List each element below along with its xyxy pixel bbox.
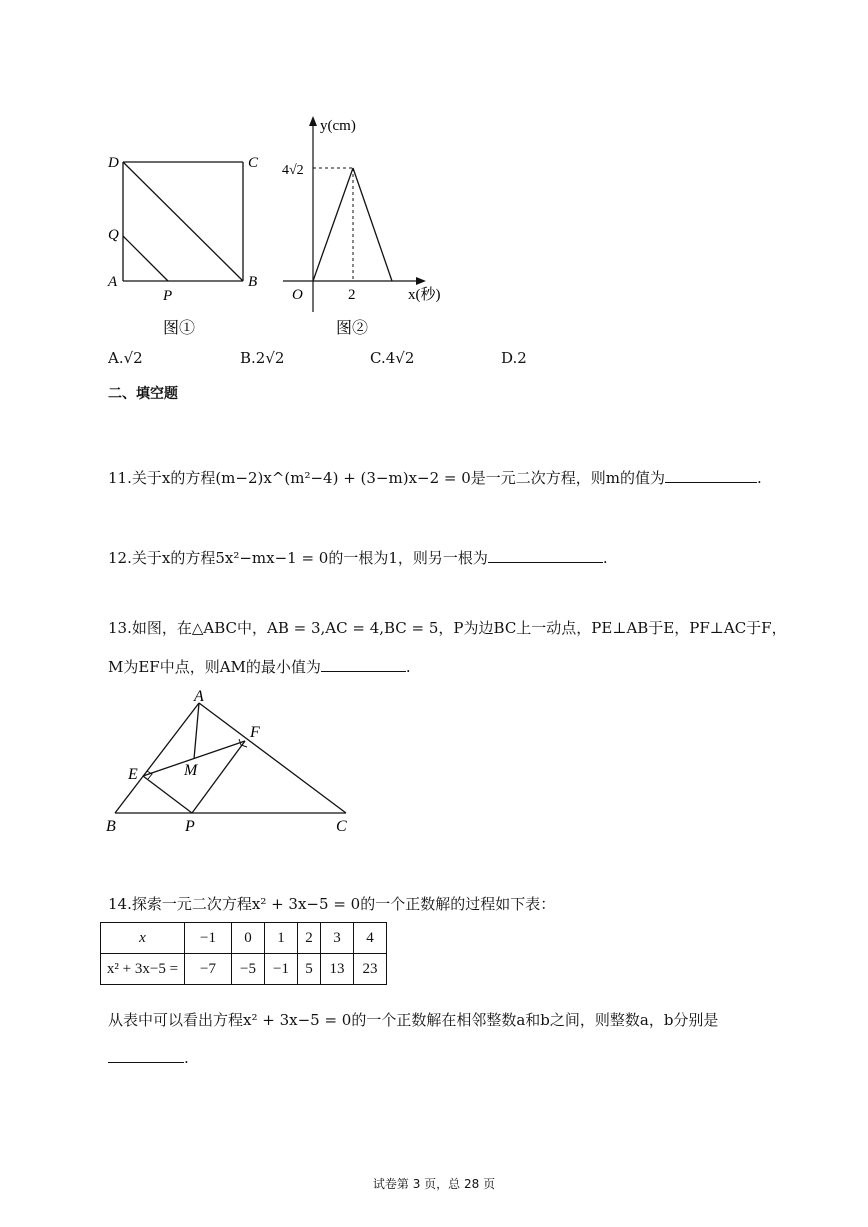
y-axis-arrow — [309, 116, 317, 126]
answer-blank-14[interactable] — [108, 1046, 184, 1063]
answer-blank-13[interactable] — [321, 655, 406, 672]
figure-2-caption: 图② — [336, 320, 369, 337]
question-14-answer-line — [108, 1046, 189, 1069]
y-axis-label: y(cm) — [320, 118, 356, 134]
option-a-value: √2 — [123, 349, 143, 367]
question-12-text: 12.关于x的方程5x²−mx−1 = 0的一根为1，则另一根为 — [108, 549, 488, 567]
x-axis-arrow — [416, 277, 426, 285]
figure-2-graph — [280, 112, 460, 340]
label-c: C — [336, 818, 347, 835]
question-11-end: . — [757, 469, 762, 487]
graph-rise — [313, 168, 353, 281]
option-b-letter: B. — [240, 349, 256, 367]
label-b: B — [248, 274, 258, 290]
figure-1-caption: 图① — [163, 320, 196, 337]
option-d-letter: D. — [501, 349, 518, 367]
label-d: D — [108, 155, 119, 171]
question-13-text: M为EF中点，则AM的最小值为 — [108, 658, 321, 676]
page-footer: 试卷第 3 页，总 28 页 — [372, 1177, 496, 1191]
table-cell: −5 — [232, 954, 265, 985]
side-ac — [199, 703, 346, 813]
segment-pe — [143, 776, 192, 813]
question-11-text: 11.关于x的方程(m−2)x^(m²−4) + (3−m)x−2 = 0是一元二次方程，则m的值为 — [108, 469, 666, 487]
table-row — [101, 923, 387, 954]
table-cell: −1 — [185, 923, 232, 954]
option-d — [501, 347, 527, 369]
label-q: Q — [108, 227, 119, 243]
label-b: B — [106, 818, 116, 835]
segment-qp — [123, 236, 168, 281]
segment-am — [194, 703, 199, 759]
option-b — [240, 347, 284, 369]
table-cell: 1 — [265, 923, 298, 954]
option-b-value: 2√2 — [255, 349, 285, 367]
label-c: C — [248, 155, 259, 171]
option-c-letter: C. — [370, 349, 386, 367]
answer-blank-11[interactable] — [665, 466, 757, 483]
label-e: E — [128, 766, 138, 783]
table-cell: 3 — [321, 923, 354, 954]
label-p: P — [163, 288, 173, 304]
option-c — [370, 347, 414, 369]
origin-label: O — [292, 287, 303, 303]
diagonal-db — [123, 162, 243, 281]
question-14-intro: 14.探索一元二次方程x² + 3x−5 = 0的一个正数解的过程如下表： — [108, 895, 556, 913]
question-11 — [108, 466, 762, 489]
question-13-line-1: 13.如图，在△ABC中，AB = 3,AC = 4,BC = 5，P为边BC上一动点，PE⊥AB于E，PF⊥AC于F， — [108, 619, 787, 637]
segment-pf — [192, 741, 245, 813]
question-14-end: . — [184, 1049, 189, 1067]
table-cell: −7 — [185, 954, 232, 985]
label-f: F — [250, 724, 260, 741]
table-cell: 23 — [354, 954, 387, 985]
section-heading: 二、填空题 — [108, 386, 178, 402]
question-12 — [108, 546, 608, 569]
table-row — [101, 954, 387, 985]
q14-table — [100, 922, 387, 985]
question-13-line-2 — [108, 655, 411, 678]
x-axis-label: x(秒) — [408, 287, 441, 303]
label-a: A — [194, 688, 204, 705]
label-a: A — [108, 274, 118, 290]
option-d-value: 2 — [517, 349, 527, 367]
figure-1-square — [100, 150, 270, 340]
table-cell: 2 — [298, 923, 321, 954]
table-cell: 5 — [298, 954, 321, 985]
answer-blank-12[interactable] — [488, 546, 603, 563]
option-c-value: 4√2 — [385, 349, 415, 367]
side-ab — [115, 703, 199, 813]
label-m: M — [184, 762, 198, 779]
graph-fall — [353, 168, 392, 281]
question-14-follow: 从表中可以看出方程x² + 3x−5 = 0的一个正数解在相邻整数a和b之间，则整数a，b分别是 — [108, 1011, 719, 1029]
question-13-end: . — [405, 658, 411, 676]
x-tick-label: 2 — [348, 287, 356, 303]
table-cell: 13 — [321, 954, 354, 985]
table-cell: 0 — [232, 923, 265, 954]
table-cell: −1 — [265, 954, 298, 985]
figure-13-triangle — [100, 686, 360, 838]
y-tick-label: 4√2 — [282, 163, 304, 178]
label-p: P — [185, 818, 195, 835]
table-cell: 4 — [354, 923, 387, 954]
table-header-x: x — [101, 923, 185, 954]
option-a-letter: A. — [108, 349, 124, 367]
question-12-end: . — [602, 549, 608, 567]
table-header-expression: x² + 3x−5 = — [101, 954, 185, 985]
option-a — [108, 347, 143, 369]
